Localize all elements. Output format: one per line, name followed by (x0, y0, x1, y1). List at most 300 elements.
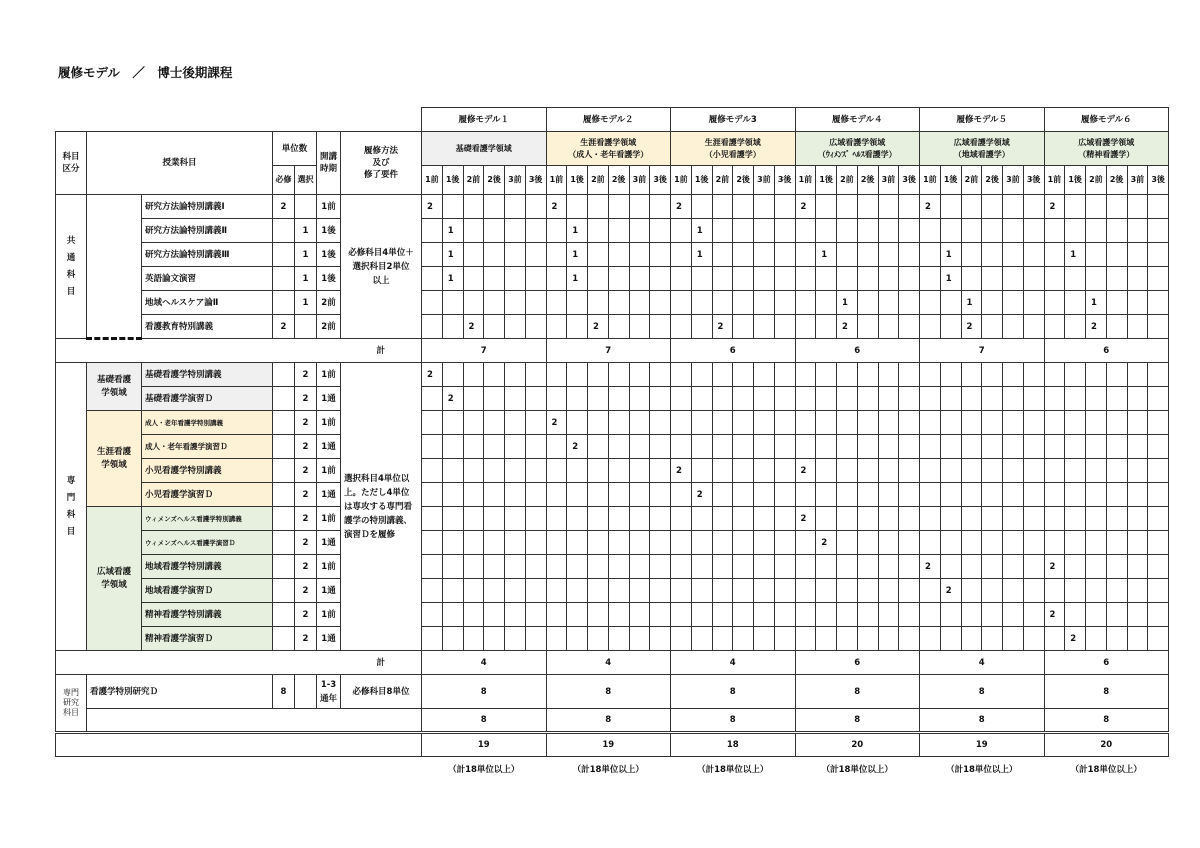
domain-subline: （ｳｨﾒﾝｽﾞ ﾍﾙｽ看護学） (817, 149, 897, 159)
domain-subline: （地域看護学） (953, 149, 1010, 159)
grid-cell (940, 531, 961, 555)
semester-header: 2後 (982, 166, 1003, 195)
model-name: 履修モデル５ (920, 108, 1045, 132)
model-subtotal: 6 (1044, 339, 1169, 363)
grid-cell (567, 387, 588, 411)
grid-cell (878, 603, 899, 627)
grid-cell (712, 267, 733, 291)
model-subtotal: 7 (422, 339, 547, 363)
grid-cell (588, 627, 609, 651)
grid-cell (505, 483, 526, 507)
grid-cell (837, 243, 858, 267)
domain-group-label: 生涯看護 学領域 (87, 411, 142, 507)
grid-cell (712, 435, 733, 459)
model-subtotal: 4 (546, 651, 671, 675)
grid-cell (484, 459, 505, 483)
model-subtotal: 6 (671, 339, 796, 363)
course-timing: 1通 (317, 387, 341, 411)
grid-cell (1044, 579, 1065, 603)
course-name: 精神看護学演習Ｄ (142, 627, 273, 651)
grid-cell (1127, 555, 1148, 579)
grid-cell (1065, 459, 1086, 483)
grid-cell (588, 483, 609, 507)
grid-cell (1044, 291, 1065, 315)
grid-cell (795, 579, 816, 603)
grid-cell (1044, 243, 1065, 267)
grid-cell (422, 483, 443, 507)
course-name: 精神看護学特別講義 (142, 603, 273, 627)
grid-cell (671, 411, 692, 435)
grid-cell (774, 507, 795, 531)
unit-mark: 1 (816, 243, 837, 267)
elective-units: 2 (295, 387, 317, 411)
grid-cell (961, 531, 982, 555)
course-timing: 2前 (317, 291, 341, 315)
grid-cell (422, 291, 443, 315)
required-units (273, 555, 295, 579)
grid-cell (837, 195, 858, 219)
model-domain (422, 132, 547, 166)
course-name: 成人・老年看護学演習Ｄ (142, 435, 273, 459)
grid-cell (795, 363, 816, 387)
elective-units: 1 (295, 219, 317, 243)
grid-cell (837, 411, 858, 435)
grid-cell (1086, 363, 1107, 387)
grid-cell (588, 435, 609, 459)
grid-cell (525, 219, 546, 243)
grid-cell (608, 555, 629, 579)
grid-cell (712, 243, 733, 267)
grid-cell (1086, 459, 1107, 483)
unit-mark: 1 (442, 243, 463, 267)
research-units: 8 (920, 675, 1045, 709)
grid-cell (774, 387, 795, 411)
grid-cell (505, 195, 526, 219)
common-requirement: 必修科目4単位＋ 選択科目2単位 以上 (341, 195, 422, 339)
grid-cell (899, 387, 920, 411)
grid-cell (878, 507, 899, 531)
grid-cell (1148, 603, 1169, 627)
grid-cell (588, 555, 609, 579)
domain-line: 生涯看護学領域 (704, 137, 761, 147)
grid-cell (1023, 483, 1044, 507)
grid-cell (837, 435, 858, 459)
unit-mark: 2 (442, 387, 463, 411)
grid-cell (982, 315, 1003, 339)
grid-cell (816, 195, 837, 219)
curriculum-model-table (55, 107, 1169, 779)
grid-cell (920, 627, 941, 651)
course-timing: 1通 (317, 531, 341, 555)
grid-cell (774, 531, 795, 555)
grid-cell (961, 459, 982, 483)
semester-header: 2前 (1086, 166, 1107, 195)
grid-cell (899, 483, 920, 507)
elective-units: 2 (295, 579, 317, 603)
grid-cell (1003, 219, 1024, 243)
grid-cell (857, 315, 878, 339)
grid-cell (754, 507, 775, 531)
grid-cell (816, 315, 837, 339)
grid-cell (940, 291, 961, 315)
grid-cell (671, 483, 692, 507)
grid-cell (463, 387, 484, 411)
grid-cell (505, 315, 526, 339)
grid-cell (484, 603, 505, 627)
semester-header: 3後 (899, 166, 920, 195)
unit-mark: 2 (940, 579, 961, 603)
grid-cell (588, 363, 609, 387)
grid-cell (525, 195, 546, 219)
grid-cell (1023, 603, 1044, 627)
course-name: ウィメンズヘルス看護学特別講義 (142, 507, 273, 531)
grid-cell (546, 483, 567, 507)
grid-cell (1065, 435, 1086, 459)
grid-cell (857, 435, 878, 459)
grid-cell (525, 435, 546, 459)
grid-cell (525, 483, 546, 507)
research-subtotal: 8 (546, 709, 671, 733)
grid-cell (608, 531, 629, 555)
grid-cell (1044, 363, 1065, 387)
grid-cell (754, 291, 775, 315)
required-units: 2 (273, 195, 295, 219)
required-units (273, 291, 295, 315)
grid-cell (608, 219, 629, 243)
unit-mark: 2 (422, 195, 443, 219)
grid-cell (505, 603, 526, 627)
grid-cell (463, 411, 484, 435)
grid-cell (650, 579, 671, 603)
grid-cell (816, 555, 837, 579)
semester-header: 1後 (1065, 166, 1086, 195)
research-units: 8 (1044, 675, 1169, 709)
grid-cell (982, 507, 1003, 531)
grid-cell (629, 579, 650, 603)
elective-units: 2 (295, 555, 317, 579)
grid-cell (463, 195, 484, 219)
required-units (273, 243, 295, 267)
model-total: 19 (546, 733, 671, 757)
grid-cell (774, 555, 795, 579)
grid-cell (920, 291, 941, 315)
grid-cell (754, 387, 775, 411)
unit-mark: 2 (795, 459, 816, 483)
grid-cell (899, 435, 920, 459)
grid-cell (754, 267, 775, 291)
course-timing: 1通 (317, 579, 341, 603)
subtotal-label: 計 (56, 651, 422, 675)
grid-cell (982, 579, 1003, 603)
grid-cell (961, 243, 982, 267)
grid-cell (422, 627, 443, 651)
elective-units: 2 (295, 363, 317, 387)
grid-cell (1065, 579, 1086, 603)
grid-cell (1003, 483, 1024, 507)
grid-cell (629, 291, 650, 315)
grid-cell (920, 579, 941, 603)
elective-units: 1 (295, 243, 317, 267)
grid-cell (857, 555, 878, 579)
required-units (273, 627, 295, 651)
semester-header: 3前 (1003, 166, 1024, 195)
grid-cell (878, 531, 899, 555)
grid-cell (899, 579, 920, 603)
grid-cell (733, 483, 754, 507)
grid-cell (1086, 627, 1107, 651)
timing-header: 開講 時期 (317, 132, 341, 195)
research-subtotal: 8 (795, 709, 920, 733)
grid-cell (754, 315, 775, 339)
domain-line: 生涯看護学領域 (580, 137, 637, 147)
grid-cell (1003, 363, 1024, 387)
grid-cell (546, 315, 567, 339)
grid-cell (1023, 267, 1044, 291)
course-name: 研究方法論特別講義Ⅲ (142, 243, 273, 267)
course-timing: 2前 (317, 315, 341, 339)
course-timing: 1前 (317, 603, 341, 627)
grid-cell (1127, 363, 1148, 387)
grid-cell (774, 459, 795, 483)
grid-cell (774, 219, 795, 243)
model-subtotal: 4 (671, 651, 796, 675)
grid-cell (484, 315, 505, 339)
grid-cell (878, 555, 899, 579)
unit-mark: 2 (837, 315, 858, 339)
grid-cell (1106, 363, 1127, 387)
grid-cell (795, 243, 816, 267)
domain-line: 広域看護学領域 (953, 137, 1010, 147)
grid-cell (816, 579, 837, 603)
grid-cell (1044, 387, 1065, 411)
grid-cell (546, 243, 567, 267)
grid-cell (546, 291, 567, 315)
grid-cell (422, 507, 443, 531)
grid-cell (899, 219, 920, 243)
grid-cell (546, 555, 567, 579)
grid-cell (567, 411, 588, 435)
specialized-requirement: 選択科目4単位以 上。ただし4単位 は専攻する専門看 護学の特別講義、 演習Ｄを履修 (341, 363, 422, 651)
grid-cell (422, 243, 443, 267)
grid-cell (525, 243, 546, 267)
grid-cell (982, 291, 1003, 315)
course-timing: 1前 (317, 507, 341, 531)
grid-cell (899, 363, 920, 387)
grid-cell (1023, 291, 1044, 315)
grid-cell (671, 507, 692, 531)
grid-cell (650, 411, 671, 435)
grid-cell (442, 291, 463, 315)
grid-cell (940, 483, 961, 507)
grid-cell (1127, 291, 1148, 315)
grid-cell (920, 363, 941, 387)
grid-cell (1086, 555, 1107, 579)
model-subtotal: 7 (920, 339, 1045, 363)
research-subtotal: 8 (920, 709, 1045, 733)
grid-cell (525, 555, 546, 579)
grid-cell (1148, 459, 1169, 483)
model-subtotal: 6 (1044, 651, 1169, 675)
grid-cell (857, 627, 878, 651)
unit-mark: 1 (567, 219, 588, 243)
grid-cell (484, 219, 505, 243)
research-category: 専門 研究 科目 (56, 675, 87, 733)
grid-cell (1065, 267, 1086, 291)
grid-cell (691, 627, 712, 651)
grid-cell (795, 411, 816, 435)
unit-mark: 2 (795, 507, 816, 531)
grid-cell (1044, 483, 1065, 507)
grid-cell (442, 603, 463, 627)
semester-header: 3後 (1148, 166, 1169, 195)
grid-cell (650, 459, 671, 483)
grid-cell (567, 483, 588, 507)
grid-cell (857, 483, 878, 507)
grid-cell (816, 603, 837, 627)
unit-mark: 1 (567, 243, 588, 267)
grid-cell (1148, 483, 1169, 507)
grid-cell (1065, 531, 1086, 555)
grid-cell (795, 603, 816, 627)
grid-cell (982, 243, 1003, 267)
grid-cell (505, 507, 526, 531)
grid-cell (961, 507, 982, 531)
grid-cell (691, 291, 712, 315)
grid-cell (940, 387, 961, 411)
required-units: 2 (273, 315, 295, 339)
grid-cell (816, 387, 837, 411)
grid-cell (546, 507, 567, 531)
grid-cell (733, 387, 754, 411)
required-units (273, 219, 295, 243)
grid-cell (525, 627, 546, 651)
grid-cell (608, 411, 629, 435)
grid-cell (1106, 387, 1127, 411)
grid-cell (878, 243, 899, 267)
grid-cell (878, 291, 899, 315)
common-category: 共 通 科 目 (56, 195, 87, 339)
grid-cell (422, 387, 443, 411)
semester-header: 2後 (733, 166, 754, 195)
grid-cell (629, 315, 650, 339)
grid-cell (671, 267, 692, 291)
grid-cell (920, 267, 941, 291)
grid-cell (442, 411, 463, 435)
grid-cell (671, 627, 692, 651)
grid-cell (691, 603, 712, 627)
grid-cell (940, 555, 961, 579)
grid-cell (525, 603, 546, 627)
grid-cell (1003, 411, 1024, 435)
course-name: 研究方法論特別講義Ⅱ (142, 219, 273, 243)
required-units (273, 603, 295, 627)
grid-cell (1023, 507, 1044, 531)
course-timing: 1前 (317, 459, 341, 483)
grid-cell (961, 387, 982, 411)
grid-cell (774, 291, 795, 315)
grid-cell (982, 411, 1003, 435)
course-name: 基礎看護学特別講義 (142, 363, 273, 387)
grid-cell (878, 579, 899, 603)
grid-cell (837, 387, 858, 411)
grid-cell (1044, 627, 1065, 651)
grid-cell (899, 627, 920, 651)
grid-cell (857, 603, 878, 627)
grid-cell (795, 315, 816, 339)
grid-cell (1065, 411, 1086, 435)
elective-units: 1 (295, 291, 317, 315)
grid-cell (774, 627, 795, 651)
grid-cell (712, 579, 733, 603)
semester-header: 1前 (1044, 166, 1065, 195)
elective-units: 1 (295, 267, 317, 291)
grid-cell (982, 483, 1003, 507)
model-total: 19 (920, 733, 1045, 757)
total-label-blank (56, 733, 422, 757)
grid-cell (878, 267, 899, 291)
grid-cell (857, 531, 878, 555)
grid-cell (1023, 387, 1044, 411)
grid-cell (1003, 531, 1024, 555)
grid-cell (920, 435, 941, 459)
grid-cell (691, 411, 712, 435)
grid-cell (733, 459, 754, 483)
grid-cell (712, 603, 733, 627)
grid-cell (940, 315, 961, 339)
grid-cell (484, 531, 505, 555)
grid-cell (629, 411, 650, 435)
grid-cell (712, 219, 733, 243)
grid-cell (754, 435, 775, 459)
grid-cell (484, 579, 505, 603)
grid-cell (567, 363, 588, 387)
grid-cell (567, 507, 588, 531)
grid-cell (1106, 291, 1127, 315)
grid-cell (878, 315, 899, 339)
grid-cell (754, 483, 775, 507)
course-name: ウィメンズヘルス看護学演習Ｄ (142, 531, 273, 555)
model-name: 履修モデル４ (795, 108, 920, 132)
elective-units: 2 (295, 483, 317, 507)
grid-cell (837, 483, 858, 507)
grid-cell (671, 435, 692, 459)
grid-cell (588, 411, 609, 435)
grid-cell (691, 315, 712, 339)
grid-cell (463, 435, 484, 459)
grid-cell (484, 267, 505, 291)
grid-cell (837, 459, 858, 483)
grid-cell (1148, 291, 1169, 315)
grid-cell (1106, 435, 1127, 459)
grid-cell (1003, 555, 1024, 579)
grid-cell (1086, 219, 1107, 243)
grid-cell (733, 363, 754, 387)
grid-cell (1086, 243, 1107, 267)
grid-cell (754, 243, 775, 267)
elective-units: 2 (295, 603, 317, 627)
grid-cell (1106, 243, 1127, 267)
required-units (273, 435, 295, 459)
grid-cell (982, 435, 1003, 459)
grid-cell (691, 507, 712, 531)
grid-cell (1086, 195, 1107, 219)
semester-header: 2後 (608, 166, 629, 195)
grid-cell (899, 555, 920, 579)
grid-cell (1127, 243, 1148, 267)
grid-cell (691, 555, 712, 579)
grid-cell (525, 363, 546, 387)
grid-cell (816, 291, 837, 315)
